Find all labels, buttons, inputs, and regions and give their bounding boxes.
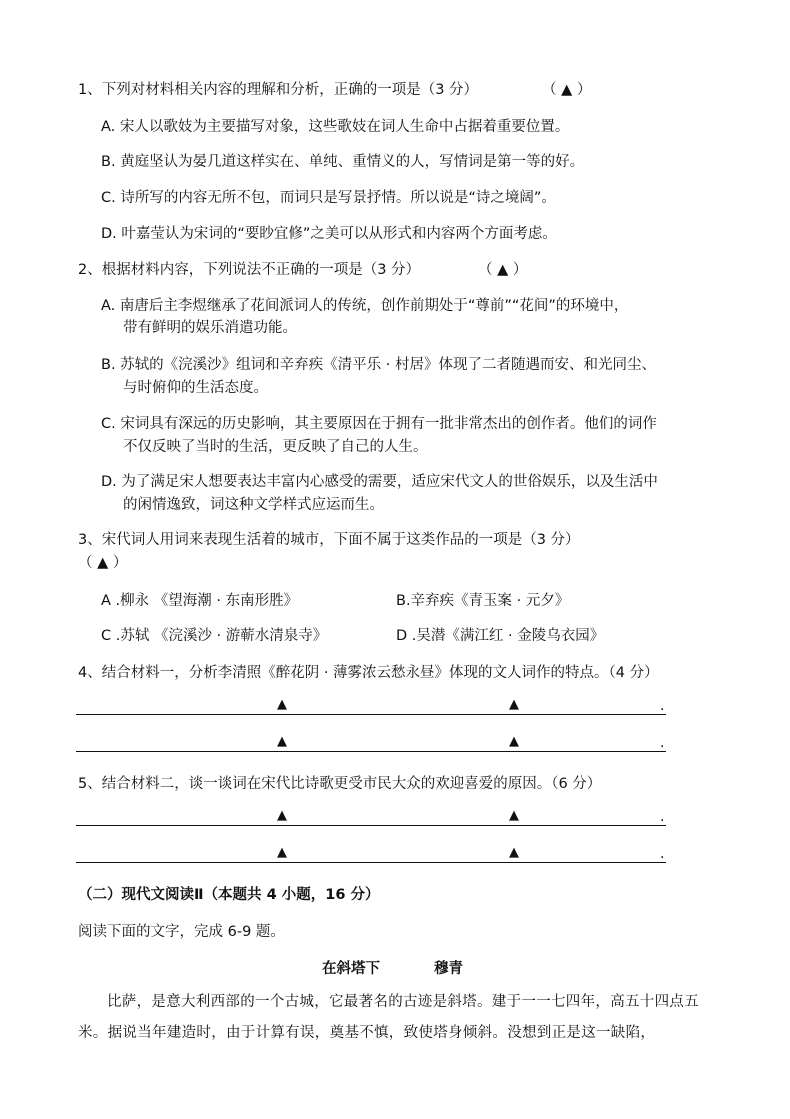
question-2-stem: 2、根据材料内容，下列说法不正确的一项是（3 分） — [78, 262, 421, 278]
question-3-stem: 3、宋代词人用词来表现生活着的城市，下面不属于这类作品的一项是（3 分） — [78, 532, 580, 548]
answer-underline — [76, 751, 666, 752]
answer-mark-icon: ▲ — [509, 697, 519, 712]
answer-mark-icon: ▲ — [509, 808, 519, 823]
question-3-option-a: A .柳永 《望海潮 · 东南形胜》 — [101, 593, 299, 609]
question-2-option-d: D. 为了满足宋人想要表达丰富内心感受的需要，适应宋代文人的世俗娱乐，以及生活中 — [101, 474, 658, 490]
answer-mark-icon: ▲ — [509, 734, 519, 749]
answer-underline — [76, 714, 666, 715]
question-2-option-b-continued: 与时俯仰的生活态度。 — [123, 380, 268, 396]
answer-mark-icon: ▲ — [277, 697, 287, 712]
answer-mark-icon: ▲ — [277, 845, 287, 860]
question-2-option-b: B. 苏轼的《浣溪沙》组词和辛弃疾《清平乐 · 村居》体现了二者随遇而安、和光同尘、 — [101, 357, 656, 373]
question-2-option-d-continued: 的闲情逸致，词这种文学样式应运而生。 — [123, 497, 384, 513]
section-heading: （二）现代文阅读Ⅱ（本题共 4 小题，16 分） — [78, 887, 380, 903]
question-2-option-c: C. 宋词具有深远的历史影响，其主要原因在于拥有一批非常杰出的创作者。他们的词作 — [101, 416, 657, 432]
question-3-option-d: D .吴潜《满江红 · 金陵乌衣园》 — [396, 628, 605, 644]
section-instruction: 阅读下面的文字，完成 6-9 题。 — [78, 924, 285, 940]
question-3-answer-blank: （ ▲ ） — [78, 555, 128, 571]
question-5-stem: 5、结合材料二，谈一谈词在宋代比诗歌更受市民大众的欢迎喜爱的原因。（6 分） — [78, 776, 602, 792]
answer-mark-icon: ▲ — [509, 845, 519, 860]
article-author: 穆青 — [434, 961, 463, 977]
answer-mark-icon: ▲ — [277, 734, 287, 749]
question-4-stem: 4、结合材料一，分析李清照《醉花阴 · 薄雾浓云愁永昼》体现的文人词作的特点。（4 分） — [78, 665, 659, 681]
question-3-option-c: C .苏轼 《浣溪沙 · 游蕲水清泉寺》 — [101, 628, 328, 644]
question-3-option-b: B.辛弃疾《青玉案 · 元夕》 — [396, 593, 570, 609]
answer-underline — [76, 825, 666, 826]
question-2-option-a-continued: 带有鲜明的娱乐消遣功能。 — [123, 320, 297, 336]
question-1-answer-blank: （ ▲ ） — [542, 82, 592, 98]
question-2-option-c-continued: 不仅反映了当时的生活，更反映了自己的人生。 — [123, 439, 428, 455]
article-paragraph: 比萨，是意大利西部的一个古城，它最著名的古迹是斜塔。建于一一七四年，高五十四点五米。据说当年建造时，由于计算有误，奠基不慎，致使塔身倾斜。没想到正是这一缺陷， — [78, 994, 699, 1041]
answer-mark-icon: ▲ — [277, 808, 287, 823]
question-1-option-c: C. 诗所写的内容无所不包，而词只是写景抒情。所以说是“诗之境阔”。 — [101, 190, 556, 206]
question-1-option-d: D. 叶嘉莹认为宋词的“要眇宜修”之美可以从形式和内容两个方面考虑。 — [101, 226, 557, 242]
question-1-option-a: A. 宋人以歌妓为主要描写对象，这些歌妓在词人生命中占据着重要位置。 — [101, 119, 570, 135]
question-1-option-b: B. 黄庭坚认为晏几道这样实在、单纯、重情义的人，写情词是第一等的好。 — [101, 154, 585, 170]
question-2-option-a: A. 南唐后主李煜继承了花间派词人的传统，创作前期处于“尊前”“花间”的环境中， — [101, 298, 629, 314]
question-1-stem: 1、下列对材料相关内容的理解和分析，正确的一项是（3 分） — [78, 82, 479, 98]
question-2-answer-blank: （ ▲ ） — [478, 262, 528, 278]
line-end-period: . — [660, 735, 665, 751]
line-end-period: . — [660, 809, 665, 825]
line-end-period: . — [660, 698, 665, 714]
line-end-period: . — [660, 846, 665, 862]
answer-underline — [76, 862, 666, 863]
article-title: 在斜塔下 — [322, 961, 380, 977]
